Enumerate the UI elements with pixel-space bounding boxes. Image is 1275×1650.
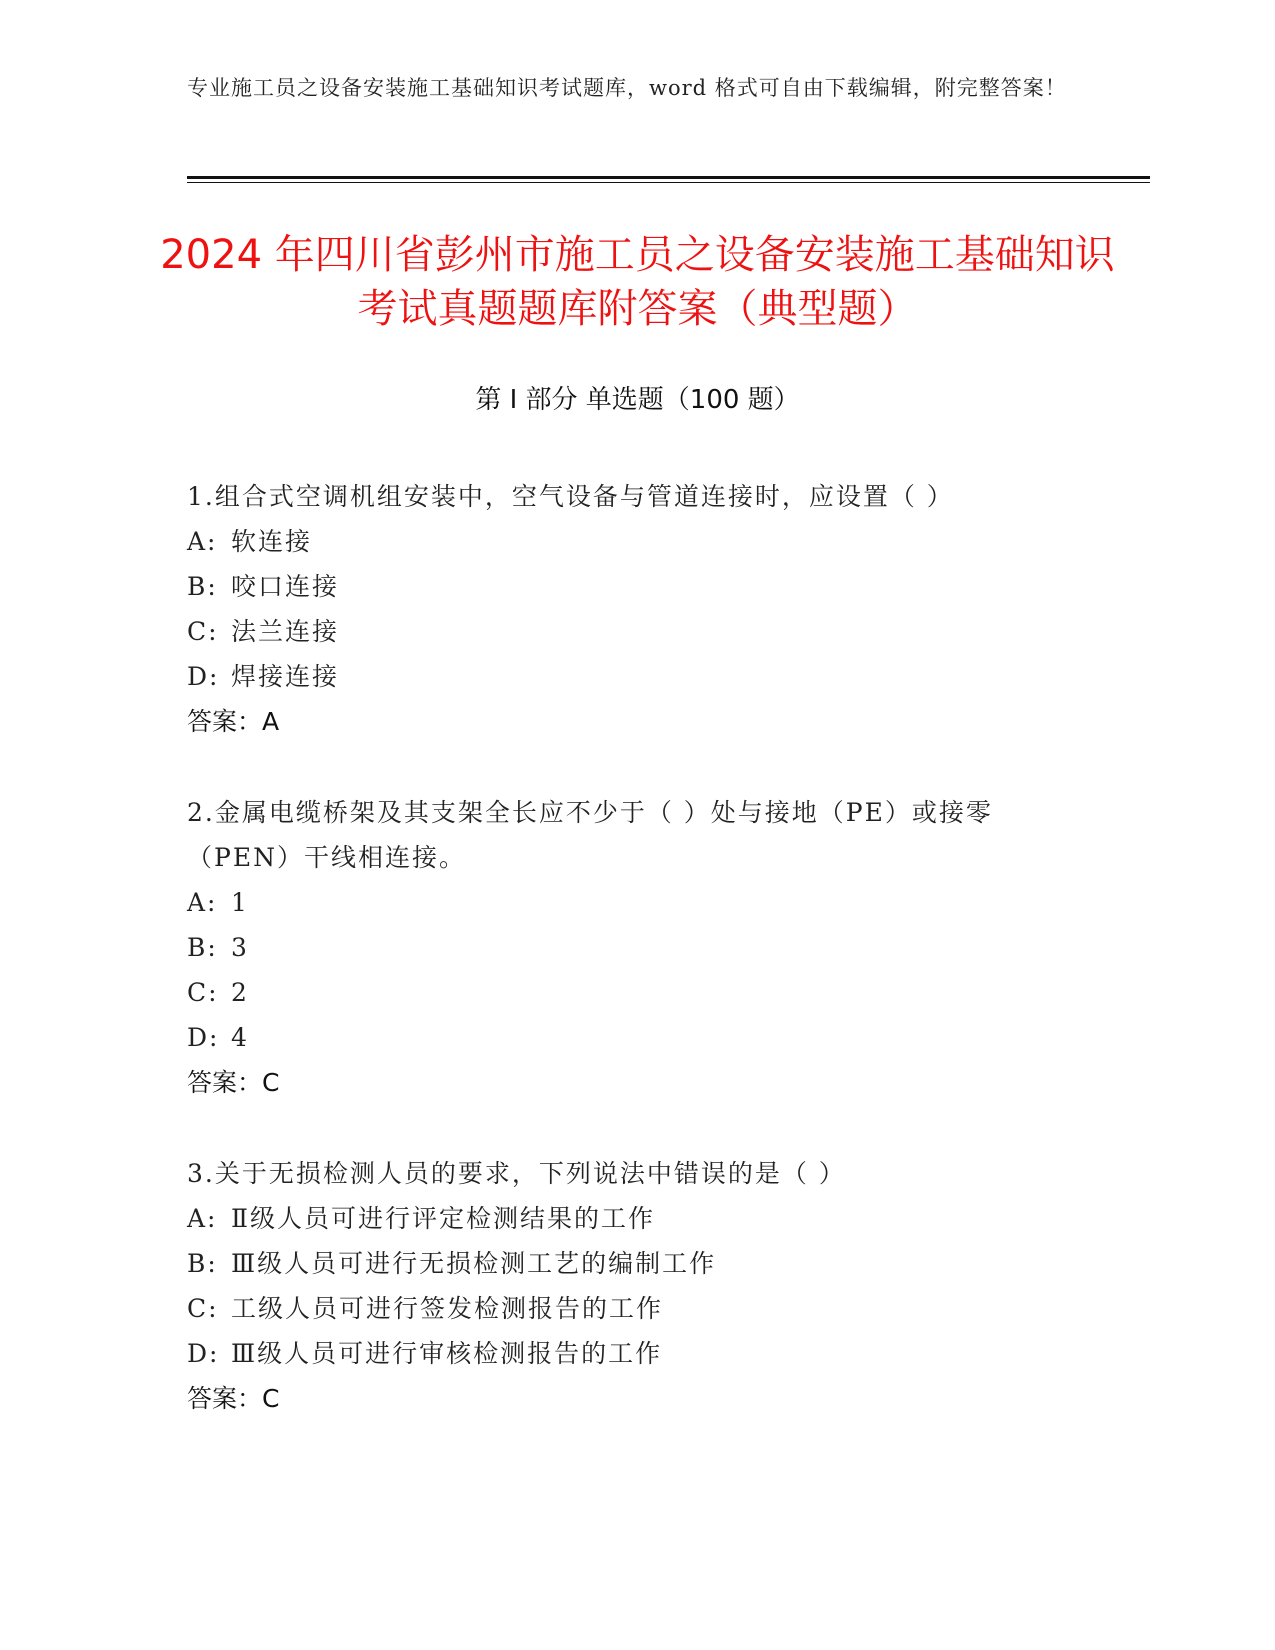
option-letter: A: bbox=[187, 1204, 218, 1233]
option-letter: A: bbox=[187, 527, 218, 556]
answer-line: 答案：C bbox=[187, 1384, 280, 1413]
option-a bbox=[187, 1196, 1087, 1241]
option-c bbox=[187, 970, 1087, 1015]
option-letter: A: bbox=[187, 888, 218, 917]
question-1 bbox=[187, 474, 1087, 744]
option-c bbox=[187, 609, 1087, 654]
option-letter: B: bbox=[187, 1249, 218, 1278]
option-text: 焊接连接 bbox=[231, 662, 340, 691]
option-letter: D: bbox=[187, 662, 220, 691]
option-d bbox=[187, 654, 1087, 699]
question-stem: 1.组合式空调机组安装中，空气设备与管道连接时，应设置（ ） bbox=[187, 482, 954, 511]
option-letter: C: bbox=[187, 617, 219, 646]
header-note: 专业施工员之设备安装施工基础知识考试题库，word 格式可自由下载编辑，附完整答案！ bbox=[187, 76, 1067, 100]
option-letter: B: bbox=[187, 572, 218, 601]
option-b bbox=[187, 564, 1087, 609]
option-text: Ⅲ级人员可进行审核检测报告的工作 bbox=[231, 1339, 663, 1368]
document-title: 2024 年四川省彭州市施工员之设备安装施工基础知识考试真题题库附答案（典型题） bbox=[160, 232, 1115, 332]
option-text: 4 bbox=[231, 1023, 249, 1052]
answer-line: 答案：A bbox=[187, 707, 280, 736]
question-stem: 2.金属电缆桥架及其支架全长应不少于（ ）处与接地（PE）或接零（PEN）干线相连接。 bbox=[187, 798, 993, 872]
option-d bbox=[187, 1015, 1087, 1060]
question-stem: 3.关于无损检测人员的要求，下列说法中错误的是（ ） bbox=[187, 1159, 846, 1188]
option-text: 法兰连接 bbox=[231, 617, 340, 646]
header-divider-thin bbox=[187, 182, 1150, 183]
option-letter: D: bbox=[187, 1339, 220, 1368]
option-letter: C: bbox=[187, 978, 219, 1007]
option-a bbox=[187, 880, 1087, 925]
option-text: 工级人员可进行签发检测报告的工作 bbox=[231, 1294, 664, 1323]
option-text: Ⅲ级人员可进行无损检测工艺的编制工作 bbox=[231, 1249, 717, 1278]
option-text: 咬口连接 bbox=[231, 572, 340, 601]
answer-line: 答案：C bbox=[187, 1068, 280, 1097]
option-text: 2 bbox=[231, 978, 249, 1007]
question-3 bbox=[187, 1151, 1087, 1421]
option-text: 软连接 bbox=[231, 527, 313, 556]
option-b bbox=[187, 1241, 1087, 1286]
header-divider-thick bbox=[187, 176, 1150, 179]
option-letter: D: bbox=[187, 1023, 220, 1052]
option-c bbox=[187, 1286, 1087, 1331]
option-a bbox=[187, 519, 1087, 564]
option-letter: C: bbox=[187, 1294, 219, 1323]
question-list bbox=[187, 474, 1087, 1467]
option-b bbox=[187, 925, 1087, 970]
option-text: Ⅱ级人员可进行评定检测结果的工作 bbox=[231, 1204, 655, 1233]
option-letter: B: bbox=[187, 933, 218, 962]
option-d bbox=[187, 1331, 1087, 1376]
option-text: 1 bbox=[231, 888, 249, 917]
section-title: 第 I 部分 单选题（100 题） bbox=[475, 385, 800, 415]
option-text: 3 bbox=[231, 933, 249, 962]
question-2 bbox=[187, 790, 1087, 1105]
